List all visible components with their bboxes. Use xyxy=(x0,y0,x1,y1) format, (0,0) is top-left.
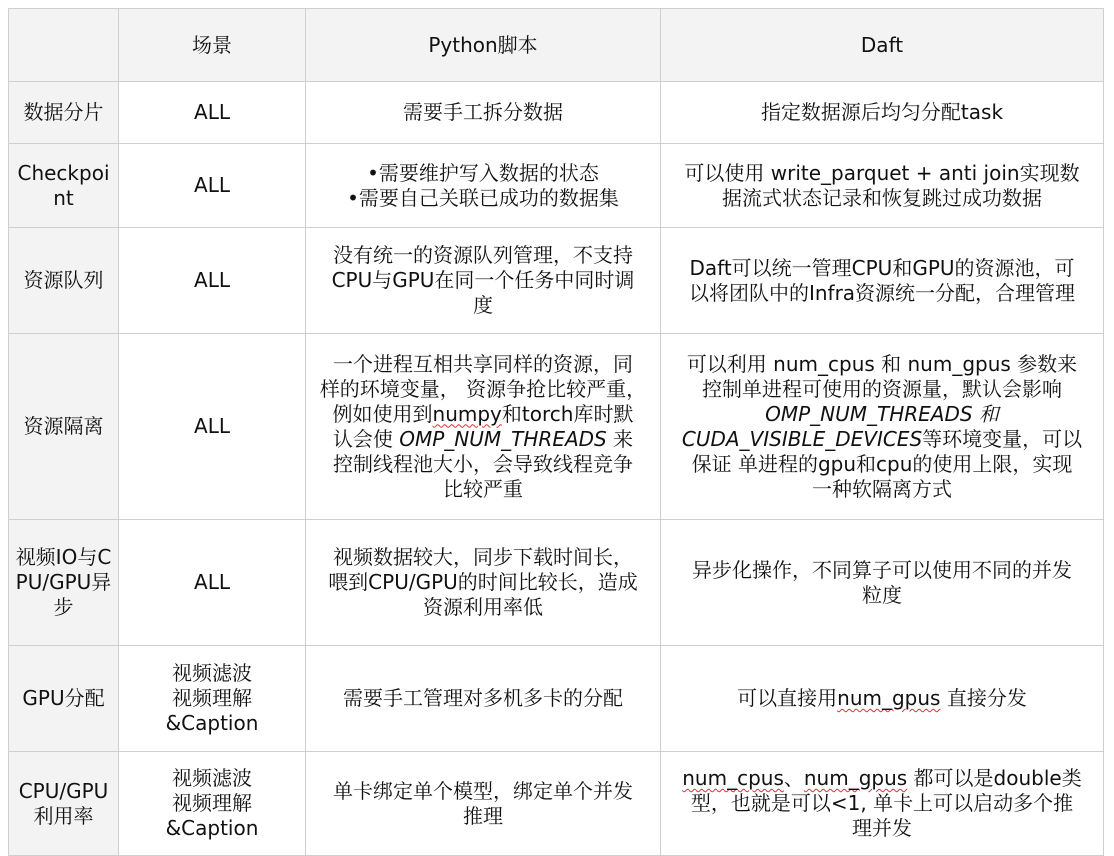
spellcheck-underlined-word: num_gpus xyxy=(837,686,941,710)
row-daft xyxy=(661,144,1104,228)
row-daft xyxy=(661,228,1104,334)
row-scene xyxy=(119,228,306,334)
scene-line: ALL xyxy=(194,100,230,124)
row-scene xyxy=(119,82,306,144)
scene-line: &Caption xyxy=(165,711,259,735)
daft-line: 可以利用 num_cpus 和 num_gpus 参数来 xyxy=(686,351,1078,376)
text-segment: 例如使用到 xyxy=(332,401,433,426)
python-line: 没有统一的资源队列管理，不支持 xyxy=(333,243,633,267)
scene-line: ALL xyxy=(194,414,230,438)
text-segment: 等环境变量，可以 xyxy=(922,426,1083,451)
header-corner xyxy=(9,9,119,82)
row-scene xyxy=(119,520,306,646)
daft-line: 理并发 xyxy=(852,816,912,840)
table-row xyxy=(9,752,1104,856)
table-row xyxy=(9,520,1104,646)
row-daft xyxy=(661,334,1104,520)
row-python xyxy=(306,82,661,144)
row-feature: 资源队列 xyxy=(9,228,119,334)
daft-line: 粒度 xyxy=(862,582,902,607)
table-row xyxy=(9,82,1104,144)
scene-line: 视频滤波 xyxy=(172,766,252,790)
scene-line: ALL xyxy=(194,570,230,594)
spellcheck-underlined-word: num_cpus xyxy=(682,766,784,790)
row-python xyxy=(306,334,661,520)
row-scene xyxy=(119,752,306,856)
row-feature: GPU分配 xyxy=(9,646,119,752)
python-line: •需要自己关联已成功的数据集 xyxy=(347,185,619,210)
scene-line: 视频理解 xyxy=(172,686,252,710)
daft-line: 以将团队中的Infra资源统一分配，合理管理 xyxy=(688,280,1076,305)
python-line: 单卡绑定单个模型，绑定单个并发 xyxy=(333,778,633,803)
python-line xyxy=(312,427,654,452)
python-line xyxy=(312,402,654,427)
row-feature: Checkpoint xyxy=(9,144,119,228)
python-line: 比较严重 xyxy=(443,476,523,501)
daft-line: Daft可以统一管理CPU和GPU的资源池，可 xyxy=(689,255,1075,280)
python-line: 度 xyxy=(473,293,493,317)
daft-line: 异步化操作，不同算子可以使用不同的并发 xyxy=(692,557,1072,582)
comparison-table-container xyxy=(8,8,1104,856)
header-row xyxy=(9,9,1104,82)
python-line: 样的环境变量， 资源争抢比较严重， xyxy=(319,376,647,401)
scene-line: 视频理解 xyxy=(172,791,252,815)
row-feature: 数据分片 xyxy=(9,82,119,144)
text-segment: 直接分发 xyxy=(940,686,1027,710)
scene-line: ALL xyxy=(194,268,230,292)
row-scene xyxy=(119,144,306,228)
python-line: 视频数据较大，同步下载时间长， xyxy=(333,545,633,569)
header-scene: 场景 xyxy=(119,9,306,82)
python-line: 一个进程互相共享同样的资源，同 xyxy=(333,351,633,376)
italic-env-var: CUDA_VISIBLE_DEVICES xyxy=(681,426,923,451)
row-python xyxy=(306,228,661,334)
daft-line: 指定数据源后均匀分配task xyxy=(760,100,1004,124)
daft-line: 保证 单进程的gpu和cpu的使用上限，实现 xyxy=(691,451,1073,476)
row-daft xyxy=(661,752,1104,856)
text-segment: 都可以是double类 xyxy=(907,766,1082,790)
text-segment: 可以直接用 xyxy=(737,686,838,710)
row-python xyxy=(306,520,661,646)
row-python xyxy=(306,646,661,752)
spellcheck-underlined-word: num_gpus xyxy=(803,766,908,790)
daft-line: 可以使用 write_parquet + anti join实现数 xyxy=(684,160,1080,185)
row-python xyxy=(306,144,661,228)
python-line: 资源利用率低 xyxy=(423,595,543,619)
row-python xyxy=(306,752,661,856)
daft-line: 一种软隔离方式 xyxy=(812,476,952,501)
scene-line: 视频滤波 xyxy=(172,661,252,685)
python-line: 喂到CPU/GPU的时间比较长，造成 xyxy=(328,570,638,594)
row-daft xyxy=(661,520,1104,646)
python-line: CPU与GPU在同一个任务中同时调 xyxy=(331,268,635,292)
row-daft xyxy=(661,82,1104,144)
daft-line: 控制单进程可使用的资源量，默认会影响 xyxy=(702,376,1062,401)
text-segment: 、 xyxy=(783,766,804,790)
scene-line: &Caption xyxy=(165,816,259,840)
header-daft: Daft xyxy=(661,9,1104,82)
daft-line: 型，也就是可以<1, 单卡上可以启动多个推 xyxy=(690,791,1074,815)
spellcheck-underlined-word: numpy xyxy=(432,401,502,426)
python-line: •需要维护写入数据的状态 xyxy=(367,160,599,185)
scene-line: ALL xyxy=(194,173,230,197)
row-scene xyxy=(119,334,306,520)
daft-line xyxy=(667,766,1097,791)
daft-line xyxy=(667,427,1097,452)
table-row xyxy=(9,144,1104,228)
row-feature: 资源隔离 xyxy=(9,334,119,520)
row-feature: 视频IO与CPU/GPU异步 xyxy=(9,520,119,646)
daft-line xyxy=(667,686,1097,711)
row-feature: CPU/GPU利用率 xyxy=(9,752,119,856)
row-scene xyxy=(119,646,306,752)
text-segment: 来 xyxy=(606,426,634,451)
table-row xyxy=(9,646,1104,752)
italic-env-var: OMP_NUM_THREADS xyxy=(399,426,607,451)
row-daft xyxy=(661,646,1104,752)
text-segment: 和torch库时默 xyxy=(501,401,634,426)
python-line: 需要手工管理对多机多卡的分配 xyxy=(343,686,623,710)
table-row xyxy=(9,334,1104,520)
python-line: 推理 xyxy=(463,803,503,828)
header-python: Python脚本 xyxy=(306,9,661,82)
comparison-table xyxy=(8,8,1104,856)
daft-line: 据流式状态记录和恢复跳过成功数据 xyxy=(722,185,1042,210)
text-segment: 认会使 xyxy=(332,426,400,451)
python-line: 控制线程池大小，会导致线程竞争 xyxy=(333,451,633,476)
python-line: 需要手工拆分数据 xyxy=(403,100,563,124)
table-row xyxy=(9,228,1104,334)
daft-line: OMP_NUM_THREADS 和 xyxy=(765,401,999,426)
